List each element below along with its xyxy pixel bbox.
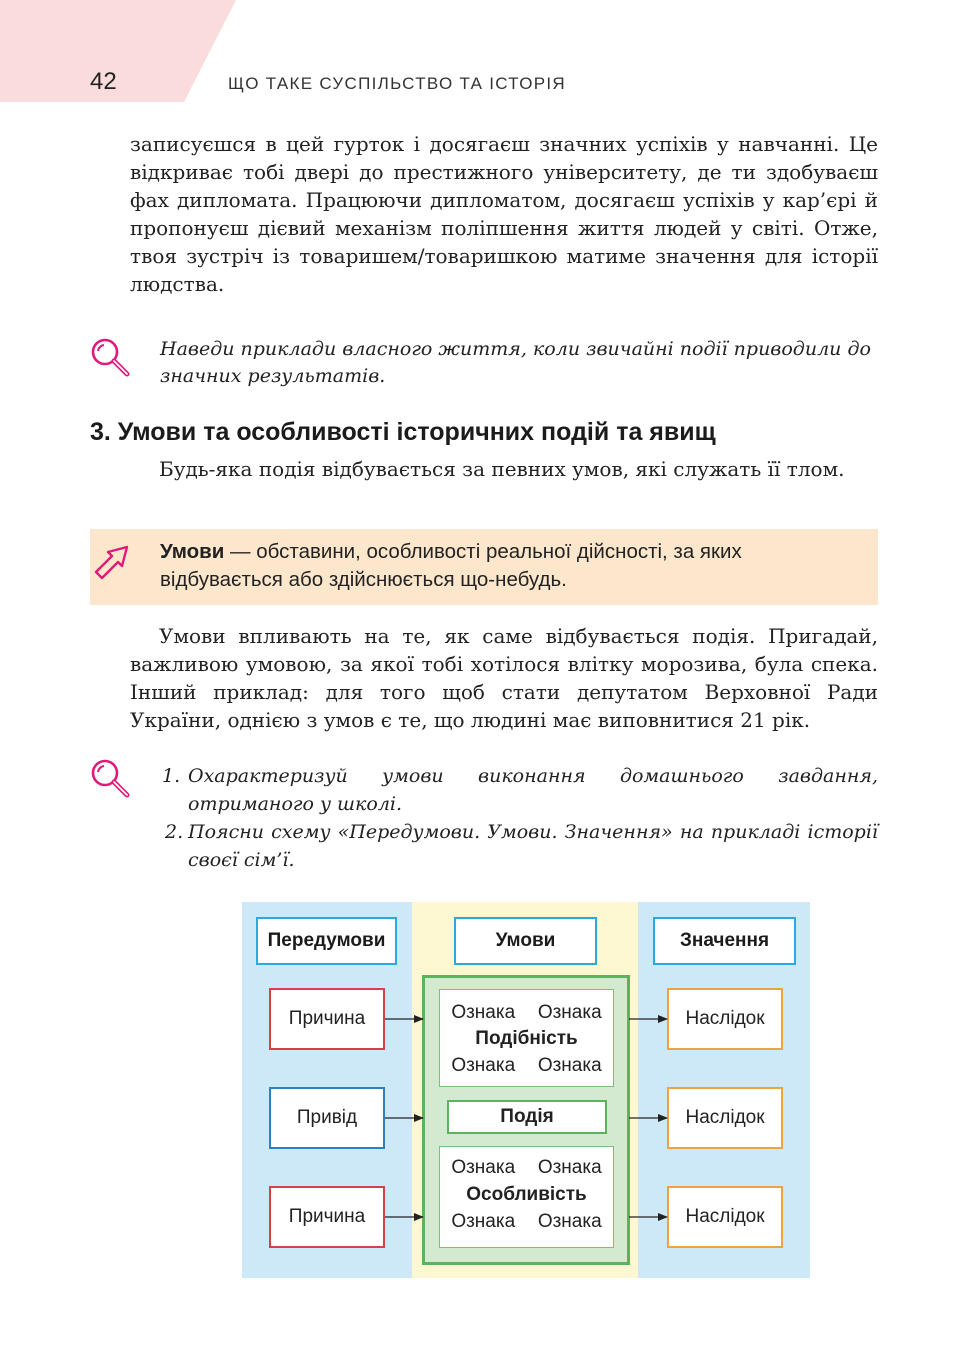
diagram-arrows: [242, 902, 810, 1278]
intro-paragraph: записуєшся в цей гурток і досягаєш значних успіхів у навчанні. Це відкриває тобі двері до престижного університету, де ти здобуваєш фах дипломата. Працюючи дипломатом, досягаєш успіхів у кар’єрі й пропонуєш дієвий механізм поліпшення життя людей у світі. Отже, твоя зустріч із товаришем/товаришкою матиме значення для історії людства.: [130, 132, 878, 296]
magnifier-icon: [90, 337, 132, 379]
magnifier-icon: [90, 758, 132, 800]
definition-box: [90, 529, 878, 605]
question-text: Наведи приклади власного життя, коли звичайні події приводили до значних результатів.: [160, 338, 871, 387]
feature-label: Ознака: [537, 1211, 602, 1232]
conditions-diagram: [242, 902, 810, 1278]
cause-box: Причина: [269, 988, 385, 1050]
running-header: ЩО ТАКЕ СУСПІЛЬСТВО ТА ІСТОРІЯ: [228, 74, 566, 93]
header-prerequisites: Передумови: [256, 917, 397, 965]
consequence-box: Наслідок: [667, 1087, 783, 1149]
feature-label: Ознака: [451, 1157, 516, 1178]
peculiarity-label: Особливість: [466, 1184, 587, 1205]
task-item: [160, 818, 878, 874]
task-text: Поясни схему «Передумови. Умови. Значення» на прикладі історії своєї сім’ї.: [188, 821, 878, 871]
feature-label: Ознака: [537, 1157, 602, 1178]
feature-label: Ознака: [451, 1211, 516, 1232]
header-significance: Значення: [653, 917, 796, 965]
consequence-box: Наслідок: [667, 1186, 783, 1248]
page-corner-decoration: [0, 0, 240, 102]
header-conditions: Умови: [454, 917, 597, 965]
cause-box: Причина: [269, 1186, 385, 1248]
similarity-label: Подібність: [475, 1028, 578, 1049]
page-number: 42: [90, 68, 117, 95]
feature-label: Ознака: [537, 1055, 602, 1076]
task-item: [160, 762, 878, 818]
definition-term: Умови: [160, 540, 225, 563]
feature-label: Ознака: [451, 1002, 516, 1023]
pointer-arrow-icon: [92, 539, 134, 581]
definition-text: [160, 538, 870, 594]
conditions-paragraph: Умови впливають на те, як саме відбувається подія. Пригадай, важливою умовою, за якої тобі хотілося влітку морозива, була спека. Інший приклад: для того щоб стати депутатом Верховної Ради України, однією з умов є те, що людині має виповнитися 21 рік.: [130, 624, 878, 732]
task-text: Охарактеризуй умови виконання домашнього завдання, отриманого у школі.: [188, 765, 878, 815]
task-list: [160, 762, 878, 874]
pretext-box: Привід: [269, 1087, 385, 1149]
definition-body: — обставини, особливості реальної дійсності, за яких відбувається або здійснюється що-небудь.: [160, 540, 742, 591]
feature-label: Ознака: [451, 1055, 516, 1076]
task-number: 2.: [165, 821, 184, 843]
consequence-box: Наслідок: [667, 988, 783, 1050]
feature-label: Ознака: [537, 1002, 602, 1023]
section-heading: 3. Умови та особливості історичних подій та явищ: [90, 418, 716, 446]
event-box: Подія: [447, 1100, 607, 1134]
section-intro: Будь-яка подія відбувається за певних умов, які служать її тлом.: [159, 457, 845, 481]
task-number: 1.: [162, 765, 181, 787]
